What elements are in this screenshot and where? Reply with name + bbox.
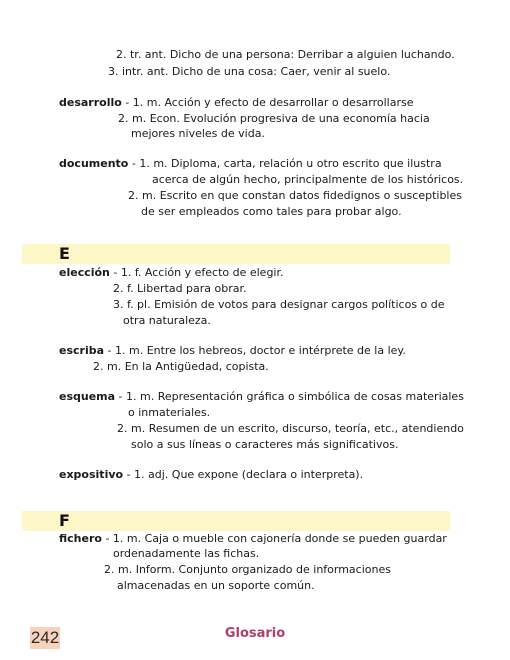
definition-line: ordenadamente las fichas.	[113, 547, 260, 560]
entry-term: esquema	[59, 390, 116, 403]
section-letter-e: E	[59, 244, 70, 263]
entry-definition: - 1. m. Diploma, carta, relación u otro escrito que ilustra	[128, 157, 442, 170]
definition-line: otra naturaleza.	[123, 314, 211, 327]
definition-line: 2. m. En la Antigüedad, copista.	[93, 360, 269, 373]
section-letter-f: F	[59, 511, 70, 530]
glossary-entry-desarrollo	[59, 95, 414, 110]
definition-line: o inmateriales.	[128, 406, 211, 419]
entry-term: fichero	[59, 532, 102, 545]
definition-line: 2. m. Escrito en que constan datos fidedignos o susceptibles	[128, 189, 462, 202]
entry-definition: - 1. adj. Que expone (declara o interpreta).	[123, 468, 364, 481]
definition-line: solo a sus líneas o caracteres más significativos.	[131, 438, 399, 451]
definition-line: 2. m. Inform. Conjunto organizado de informaciones	[104, 563, 391, 576]
definition-line: acerca de algún hecho, principalmente de los históricos.	[152, 173, 464, 186]
entry-term: desarrollo	[59, 96, 122, 109]
glossary-entry-esquema	[59, 389, 464, 404]
entry-term: documento	[59, 157, 129, 170]
definition-line: mejores niveles de vida.	[131, 127, 265, 140]
page-number: 242	[30, 628, 60, 647]
definition-line: 2. m. Econ. Evolución progresiva de una economía hacia	[118, 112, 430, 125]
entry-definition: - 1. m. Representación gráfica o simbólica de cosas materiales	[115, 390, 464, 403]
definition-line: 3. f. pl. Emisión de votos para designar cargos políticos o de	[113, 298, 445, 311]
glossary-entry-eleccion	[59, 265, 284, 280]
definition-line: 2. f. Libertad para obrar.	[113, 282, 247, 295]
entry-definition: - 1. f. Acción y efecto de elegir.	[109, 266, 284, 279]
entry-definition: - 1. m. Acción y efecto de desarrollar o desarrollarse	[121, 96, 414, 109]
definition-line: 2. m. Resumen de un escrito, discurso, teoría, etc., atendiendo	[117, 422, 464, 435]
section-band-e	[22, 244, 450, 264]
glossary-entry-escriba	[59, 343, 406, 358]
definition-line: 3. intr. ant. Dicho de una cosa: Caer, venir al suelo.	[108, 65, 391, 78]
entry-term: expositivo	[59, 468, 124, 481]
entry-definition: - 1. m. Caja o mueble con cajonería donde se pueden guardar	[101, 532, 447, 545]
entry-definition: - 1. m. Entre los hebreos, doctor e intérprete de la ley.	[104, 344, 406, 357]
definition-line: de ser empleados como tales para probar algo.	[141, 205, 402, 218]
glossary-entry-documento	[59, 156, 442, 171]
entry-term: escriba	[59, 344, 105, 357]
glossary-entry-expositivo	[59, 467, 363, 482]
footer-section-title: Glosario	[224, 626, 286, 641]
glossary-entry-fichero	[59, 531, 447, 546]
entry-term: elección	[59, 266, 110, 279]
section-band-f	[22, 511, 450, 531]
definition-line: almacenadas en un soporte común.	[117, 579, 315, 592]
definition-line: 2. tr. ant. Dicho de una persona: Derribar a alguien luchando.	[116, 48, 455, 61]
